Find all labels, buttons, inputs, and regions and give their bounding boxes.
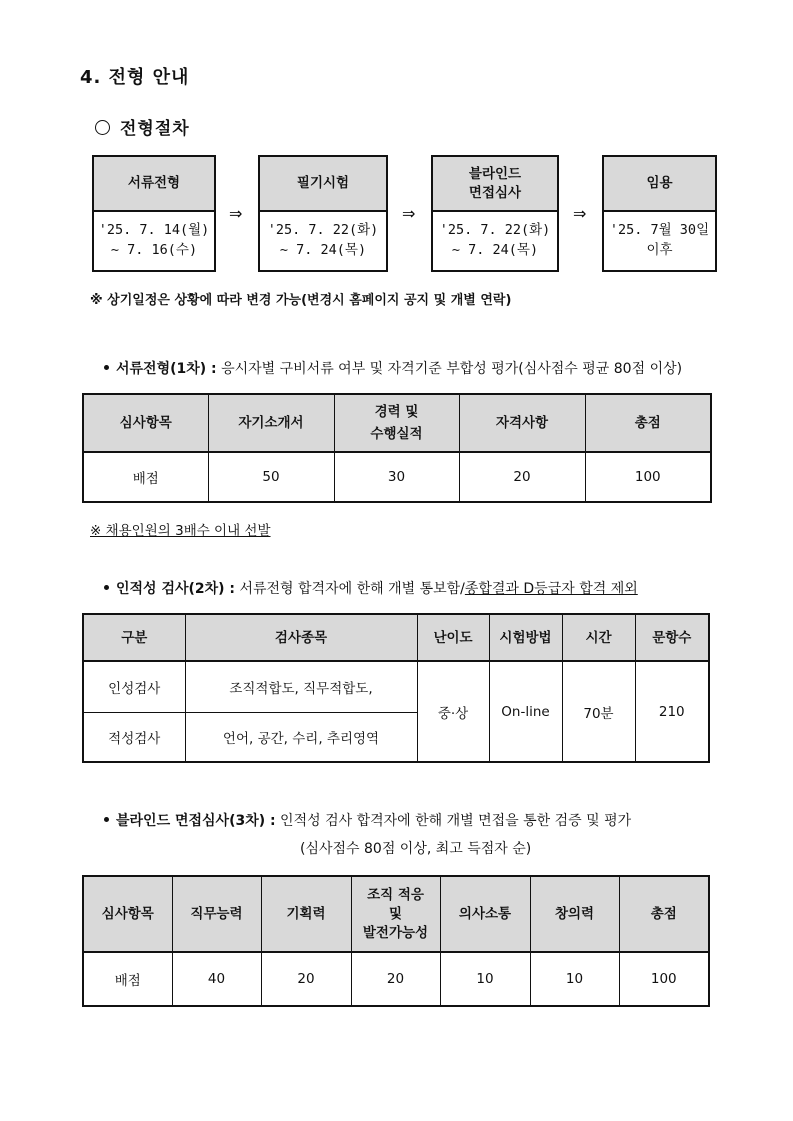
procedure-title-text: 전형절차 <box>120 119 190 139</box>
step-interview <box>431 155 559 272</box>
doc-screening-desc: 응시자별 구비서류 여부 및 자격기준 부합성 평가(심사점수 평균 80점 이상) <box>216 361 683 377</box>
circle-icon <box>95 120 110 135</box>
table-cell: 인성검사 <box>83 661 185 712</box>
table-cell: On-line <box>489 661 562 762</box>
aptitude-desc: 서류전형 합격자에 한해 개별 통보함/ <box>235 581 465 597</box>
interview-label: 블라인드 면접심사(3차) : <box>116 813 276 829</box>
aptitude-line <box>104 578 638 598</box>
doc-screening-line <box>104 358 682 378</box>
step-name: 서류전형 <box>94 157 214 212</box>
table-cell: 70분 <box>562 661 635 762</box>
table-cell: 10 <box>530 952 619 1006</box>
table-cell: 50 <box>208 452 334 502</box>
interview-desc: 인적성 검사 합격자에 한해 개별 면접을 통한 검증 및 평가 <box>275 813 632 829</box>
header-cell: 심사항목 <box>83 394 208 452</box>
doc-screening-table <box>82 393 712 503</box>
header-cell: 검사종목 <box>185 614 417 661</box>
section-title: 4. 전형 안내 <box>80 67 190 88</box>
table-cell: 언어, 공간, 수리, 추리영역 <box>185 712 417 762</box>
step-appointment <box>602 155 717 272</box>
table-cell: 20 <box>261 952 351 1006</box>
selection-note: ※ 채용인원의 3배수 이내 선발 <box>90 523 271 539</box>
step-written <box>258 155 388 272</box>
aptitude-label: 인적성 검사(2차) : <box>116 581 236 597</box>
interview-line <box>104 810 631 830</box>
header-cell: 난이도 <box>417 614 489 661</box>
header-cell: 창의력 <box>530 876 619 952</box>
header-cell: 의사소통 <box>440 876 530 952</box>
step-name: 필기시험 <box>260 157 386 212</box>
header-cell: 시간 <box>562 614 635 661</box>
header-cell: 심사항목 <box>83 876 172 952</box>
step-date: '25. 7. 14(월) ~ 7. 16(수) <box>98 222 210 258</box>
step-date: '25. 7. 22(화) ~ 7. 24(목) <box>439 222 551 258</box>
table-cell: 중·상 <box>417 661 489 762</box>
table-cell: 조직적합도, 직무적합도, <box>185 661 417 712</box>
procedure-title <box>95 114 190 139</box>
header-cell: 기획력 <box>261 876 351 952</box>
header-cell: 조직 적응 및 발전가능성 <box>351 876 440 952</box>
interview-desc2: (심사점수 80점 이상, 최고 득점자 순) <box>300 841 532 857</box>
header-cell: 직무능력 <box>172 876 261 952</box>
table-cell: 배점 <box>83 952 172 1006</box>
header-cell: 구분 <box>83 614 185 661</box>
table-cell: 10 <box>440 952 530 1006</box>
header-cell: 경력 및 수행실적 <box>334 394 459 452</box>
step-document <box>92 155 216 272</box>
aptitude-table <box>82 613 710 763</box>
aptitude-desc-underline: 종합결과 D등급자 합격 제외 <box>464 581 638 597</box>
header-cell: 자격사항 <box>459 394 585 452</box>
table-cell: 100 <box>619 952 709 1006</box>
interview-table <box>82 875 710 1007</box>
arrow-icon: ⇒ <box>402 204 416 223</box>
doc-screening-label: 서류전형(1차) : <box>116 361 217 377</box>
table-cell: 210 <box>635 661 709 762</box>
table-cell: 적성검사 <box>83 712 185 762</box>
table-cell: 배점 <box>83 452 208 502</box>
table-cell: 100 <box>585 452 711 502</box>
arrow-icon: ⇒ <box>573 204 587 223</box>
arrow-icon: ⇒ <box>229 204 243 223</box>
table-cell: 20 <box>351 952 440 1006</box>
bullet-icon <box>104 585 109 590</box>
step-date: '25. 7. 22(화) ~ 7. 24(목) <box>267 222 379 258</box>
header-cell: 시험방법 <box>489 614 562 661</box>
step-name: 블라인드 면접심사 <box>433 157 557 212</box>
header-cell: 자기소개서 <box>208 394 334 452</box>
bullet-icon <box>104 365 109 370</box>
step-name: 임용 <box>604 157 715 212</box>
step-date: '25. 7월 30일 이후 <box>609 222 710 258</box>
schedule-note: ※ 상기일정은 상황에 따라 변경 가능(변경시 홈페이지 공지 및 개별 연락) <box>90 293 512 308</box>
table-cell: 40 <box>172 952 261 1006</box>
table-cell: 20 <box>459 452 585 502</box>
header-cell: 총점 <box>619 876 709 952</box>
bullet-icon <box>104 817 109 822</box>
header-cell: 총점 <box>585 394 711 452</box>
header-cell: 문항수 <box>635 614 709 661</box>
table-cell: 30 <box>334 452 459 502</box>
